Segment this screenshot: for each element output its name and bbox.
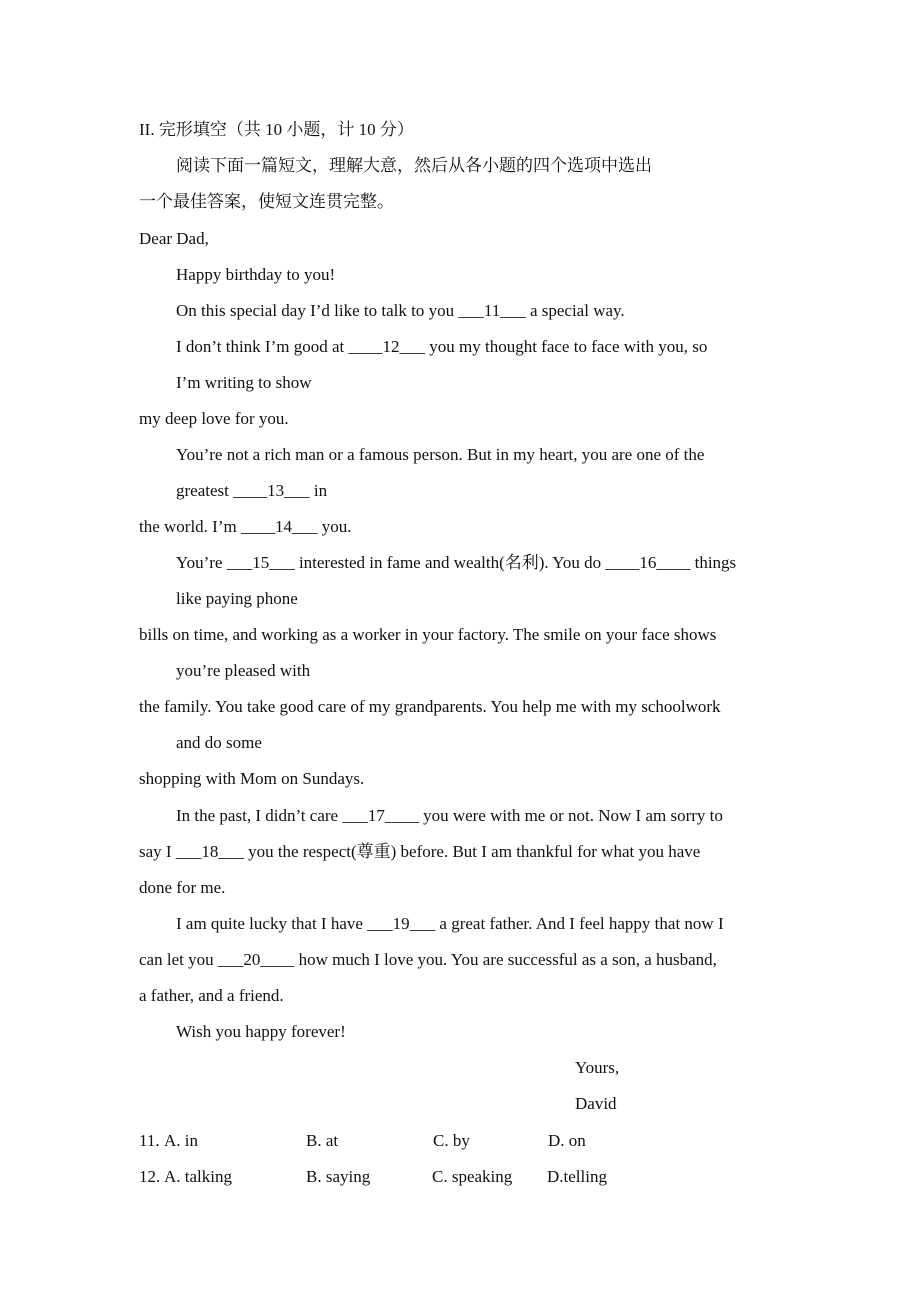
letter-line: a father, and a friend.: [139, 986, 284, 1005]
letter-line: the family. You take good care of my grandparents. You help me with my schoolwork: [139, 697, 721, 716]
letter-line: bills on time, and working as a worker in your factory. The smile on your face shows: [139, 625, 717, 644]
instruction-line-2: 一个最佳答案，使短文连贯完整。: [139, 192, 394, 211]
letter-line: you’re pleased with: [176, 661, 311, 680]
letter-signature: David: [575, 1094, 617, 1113]
question-number: 11.: [139, 1131, 160, 1150]
letter-line: You’re not a rich man or a famous person. But in my heart, you are one of the: [176, 445, 705, 464]
option-d[interactable]: D. on: [548, 1131, 586, 1150]
letter-line: my deep love for you.: [139, 409, 289, 428]
question-number: 12.: [139, 1167, 161, 1186]
letter-line: can let you ___20____ how much I love you. You are successful as a son, a husband,: [139, 950, 717, 969]
letter-greeting: Dear Dad,: [139, 229, 209, 248]
option-b[interactable]: B. saying: [306, 1167, 371, 1186]
letter-line: Happy birthday to you!: [176, 265, 336, 284]
letter-line: Wish you happy forever!: [176, 1022, 346, 1041]
letter-line: In the past, I didn’t care ___17____ you were with me or not. Now I am sorry to: [176, 806, 723, 825]
letter-line: You’re ___15___ interested in fame and wealth(名利). You do ____16____ things: [176, 553, 737, 572]
letter-line: I’m writing to show: [176, 373, 312, 392]
letter-line: I am quite lucky that I have ___19___ a great father. And I feel happy that now I: [176, 914, 724, 933]
letter-line: and do some: [176, 733, 262, 752]
option-d[interactable]: D.telling: [547, 1167, 607, 1186]
letter-line: greatest ____13___ in: [176, 481, 328, 500]
option-c[interactable]: C. speaking: [432, 1167, 513, 1186]
letter-line: On this special day I’d like to talk to you ___11___ a special way.: [176, 301, 625, 320]
instruction-line-1: 阅读下面一篇短文，理解大意，然后从各小题的四个选项中选出: [176, 156, 652, 175]
letter-line: say I ___18___ you the respect(尊重) before. But I am thankful for what you have: [139, 842, 701, 861]
option-c[interactable]: C. by: [433, 1131, 470, 1150]
letter-line: the world. I’m ____14___ you.: [139, 517, 352, 536]
option-a[interactable]: A. in: [164, 1131, 198, 1150]
section-title: II. 完形填空（共 10 小题，计 10 分）: [139, 120, 414, 139]
letter-line: done for me.: [139, 878, 226, 897]
option-b[interactable]: B. at: [306, 1131, 339, 1150]
letter-closing: Yours,: [575, 1058, 620, 1077]
letter-line: like paying phone: [176, 589, 298, 608]
letter-line: shopping with Mom on Sundays.: [139, 769, 365, 788]
option-a[interactable]: A. talking: [164, 1167, 232, 1186]
letter-line: I don’t think I’m good at ____12___ you my thought face to face with you, so: [176, 337, 708, 356]
